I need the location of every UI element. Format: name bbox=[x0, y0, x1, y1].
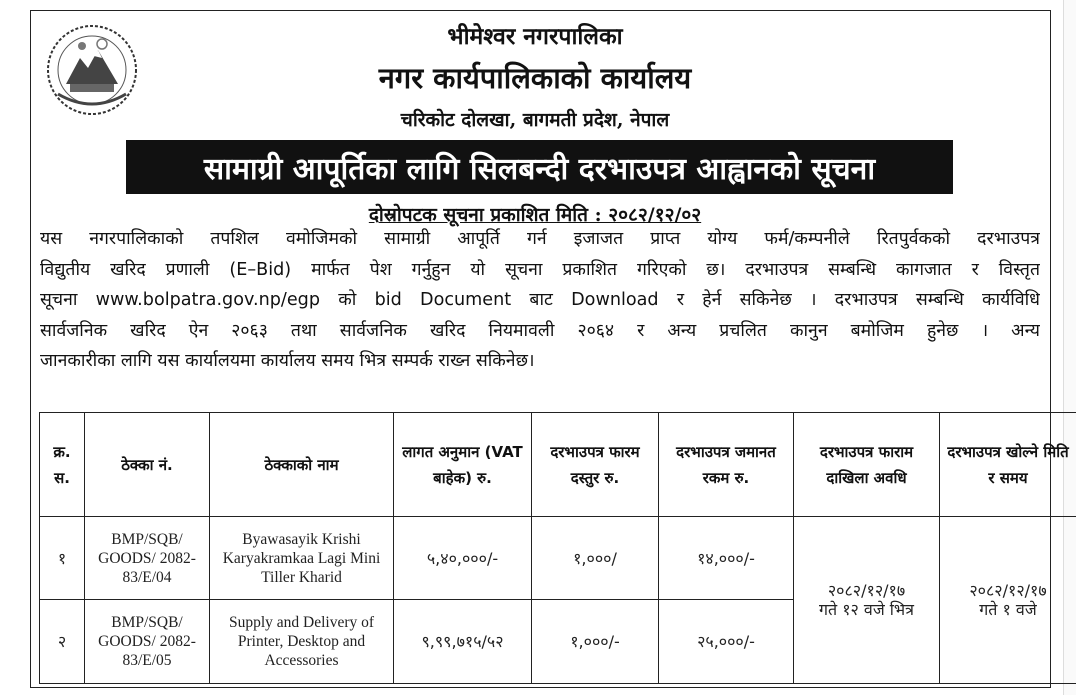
opening-datetime bbox=[940, 517, 1076, 684]
row-sn: २ bbox=[40, 600, 85, 684]
header-sn: क्र. स. bbox=[40, 413, 85, 517]
table-row bbox=[40, 517, 1076, 600]
publish-date: दोस्रोपटक सूचना प्रकाशित मिति : २०८२/१२/०२ bbox=[368, 204, 702, 226]
row-contract-no: BMP/SQB/ GOODS/ 2082-83/E/04 bbox=[85, 517, 210, 600]
office-name: नगर कार्यपालिकाको कार्यालय bbox=[378, 61, 692, 95]
row-estimate: ९,९९,७१५/५२ bbox=[394, 600, 532, 684]
body-line: जानकारीका लागि यस कार्यालयमा कार्यालय समय भित्र सम्पर्क राख्न सकिनेछ। bbox=[40, 351, 535, 371]
row-contract-no: BMP/SQB/ GOODS/ 2082-83/E/05 bbox=[85, 600, 210, 684]
submission-period bbox=[794, 517, 940, 684]
opening-date: २०८२/१२/१७ bbox=[969, 581, 1047, 600]
nepal-government-emblem-icon bbox=[44, 22, 140, 118]
row-form-fee: १,०००/- bbox=[532, 600, 659, 684]
header-submission: दरभाउपत्र फाराम दाखिला अवधि bbox=[794, 413, 940, 517]
header-estimate: लागत अनुमान (VAT बाहेक) रु. bbox=[394, 413, 532, 517]
body-line: सूचना www.bolpatra.gov.np/egp को bid Document बाट Download र हेर्न सकिनेछ । दरभाउपत्र सम्बन्धि कार्यविधि bbox=[40, 290, 1040, 310]
municipality-name: भीमेश्वर नगरपालिका bbox=[447, 23, 623, 50]
row-contract-name: Supply and Delivery of Printer, Desktop and Accessories bbox=[210, 600, 394, 684]
row-bid-security: २५,०००/- bbox=[659, 600, 794, 684]
opening-time: गते १ वजे bbox=[979, 600, 1037, 619]
office-address: चरिकोट दोलखा, बागमती प्रदेश, नेपाल bbox=[400, 109, 670, 131]
notice-title: सामाग्री आपूर्तिका लागि सिलबन्दी दरभाउपत्र आह्वानको सूचना bbox=[203, 151, 876, 187]
table-header-row bbox=[40, 413, 1076, 517]
row-estimate: ५,४०,०००/- bbox=[394, 517, 532, 600]
body-line: सार्वजनिक खरिद ऐन २०६३ तथा सार्वजनिक खरिद नियमावली २०६४ र अन्य प्रचलित कानुन बमोजिम हुनेछ । अन्य bbox=[40, 320, 1040, 341]
submission-time: गते १२ वजे भित्र bbox=[818, 600, 915, 619]
header-contract-no: ठेक्का नं. bbox=[85, 413, 210, 517]
header-contract-name: ठेक्काको नाम bbox=[210, 413, 394, 517]
tender-table bbox=[39, 412, 1076, 684]
submission-date: २०८२/१२/१७ bbox=[827, 581, 906, 600]
header-bid-security: दरभाउपत्र जमानत रकम रु. bbox=[659, 413, 794, 517]
notice-body bbox=[40, 224, 1040, 377]
body-line: यस नगरपालिकाको तपशिल वमोजिमको सामाग्री आपूर्ति गर्न इजाजत प्राप्त योग्य फर्म/कम्पनीले रितपुर्वकको दरभाउपत्र bbox=[40, 229, 1040, 249]
header-form-fee: दरभाउपत्र फारम दस्तुर रु. bbox=[532, 413, 659, 517]
row-bid-security: १४,०००/- bbox=[659, 517, 794, 600]
body-line: विद्युतीय खरिद प्रणाली (E–Bid) मार्फत पेश गर्नुहुन यो सूचना प्रकाशित गरिएको छ। दरभाउपत्र सम्बन्धि कागजात र विस्तृत bbox=[40, 259, 1040, 280]
row-sn: १ bbox=[40, 517, 85, 600]
header-opening: दरभाउपत्र खोल्ने मिति र समय bbox=[940, 413, 1076, 517]
row-form-fee: १,०००/ bbox=[532, 517, 659, 600]
notice-title-banner bbox=[126, 140, 953, 194]
row-contract-name: Byawasayik Krishi Karyakramkaa Lagi Mini Tiller Kharid bbox=[210, 517, 394, 600]
